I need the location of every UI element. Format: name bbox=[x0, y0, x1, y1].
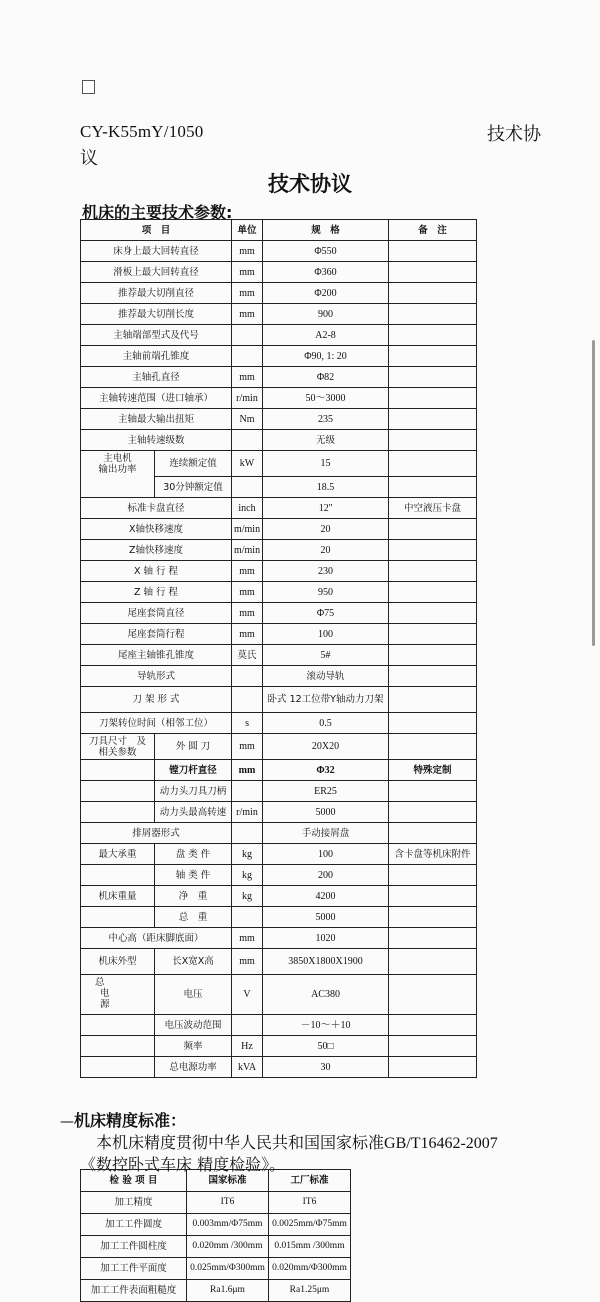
header-spec: 规 格 bbox=[263, 220, 389, 241]
table-row bbox=[81, 781, 477, 802]
table-row bbox=[81, 823, 477, 844]
row-note bbox=[389, 304, 477, 325]
row-item: X 轴 行 程 bbox=[81, 561, 232, 582]
row-unit: Nm bbox=[232, 409, 263, 430]
table-row bbox=[81, 451, 477, 477]
table-header-row bbox=[81, 1170, 351, 1192]
row-item: 滑板上最大回转直径 bbox=[81, 262, 232, 283]
row-unit: mm bbox=[232, 603, 263, 624]
row-national: Ra1.6μm bbox=[187, 1280, 269, 1302]
row-unit: V bbox=[232, 975, 263, 1015]
row-note bbox=[389, 519, 477, 540]
row-national: IT6 bbox=[187, 1192, 269, 1214]
table-row bbox=[81, 1036, 477, 1057]
section-title-text: 机床精度标准： bbox=[74, 1111, 187, 1130]
row-spec: 100 bbox=[263, 844, 389, 865]
group-label-line: 总 bbox=[95, 977, 105, 988]
empty-cell bbox=[81, 1015, 155, 1036]
group-label-line: 电 bbox=[100, 988, 110, 999]
empty-cell bbox=[81, 760, 155, 781]
row-unit: kg bbox=[232, 844, 263, 865]
row-note: 中空液压卡盘 bbox=[389, 498, 477, 519]
row-note bbox=[389, 430, 477, 451]
row-unit bbox=[232, 907, 263, 928]
row-spec: 20 bbox=[263, 540, 389, 561]
row-unit: mm bbox=[232, 561, 263, 582]
row-item: 外 圆 刀 bbox=[155, 734, 232, 760]
table-row bbox=[81, 1214, 351, 1236]
row-note bbox=[389, 540, 477, 561]
row-item: 导轨形式 bbox=[81, 666, 232, 687]
row-unit: mm bbox=[232, 304, 263, 325]
paragraph-text: 本机床精度贯彻中华人民共和国国家标准 bbox=[96, 1133, 385, 1152]
table-row bbox=[81, 1258, 351, 1280]
table-row bbox=[81, 949, 477, 975]
row-item: 尾座主轴锥孔锥度 bbox=[81, 645, 232, 666]
row-unit bbox=[232, 325, 263, 346]
row-unit: kW bbox=[232, 451, 263, 477]
empty-cell bbox=[81, 907, 155, 928]
row-note bbox=[389, 907, 477, 928]
row-note bbox=[389, 666, 477, 687]
header-title: 技术协 bbox=[487, 124, 541, 145]
row-item: Z轴快移速度 bbox=[81, 540, 232, 561]
precision-table bbox=[80, 1169, 351, 1302]
table-row bbox=[81, 367, 477, 388]
row-note bbox=[389, 561, 477, 582]
table-row bbox=[81, 262, 477, 283]
row-item: 动力头刀具刀柄 bbox=[155, 781, 232, 802]
row-item: 推荐最大切削长度 bbox=[81, 304, 232, 325]
table-row bbox=[81, 1236, 351, 1258]
row-spec: A2-8 bbox=[263, 325, 389, 346]
row-note bbox=[389, 802, 477, 823]
row-unit bbox=[232, 687, 263, 713]
table-row bbox=[81, 1192, 351, 1214]
row-item: X轴快移速度 bbox=[81, 519, 232, 540]
row-unit: mm bbox=[232, 734, 263, 760]
empty-cell bbox=[81, 865, 155, 886]
table-row bbox=[81, 844, 477, 865]
row-item: 主轴前端孔锥度 bbox=[81, 346, 232, 367]
row-item: 标准卡盘直径 bbox=[81, 498, 232, 519]
table-row bbox=[81, 388, 477, 409]
row-item: 加工工件圆柱度 bbox=[81, 1236, 187, 1258]
empty-cell bbox=[81, 802, 155, 823]
group-label-line: 主电机 bbox=[103, 453, 132, 464]
table-row bbox=[81, 624, 477, 645]
row-spec: 30 bbox=[263, 1057, 389, 1078]
row-unit: mm bbox=[232, 928, 263, 949]
row-note: 特殊定制 bbox=[389, 760, 477, 781]
row-note bbox=[389, 367, 477, 388]
group-label-load: 最大承重 bbox=[81, 844, 155, 865]
row-item: 主轴最大输出扭矩 bbox=[81, 409, 232, 430]
row-note bbox=[389, 283, 477, 304]
row-note bbox=[389, 603, 477, 624]
row-item: 刀架转位时间（相邻工位） bbox=[81, 713, 232, 734]
document-title: 技术协议 bbox=[268, 172, 352, 196]
group-label-line: 输出功率 bbox=[98, 464, 137, 475]
row-unit: mm bbox=[232, 949, 263, 975]
row-note bbox=[389, 886, 477, 907]
group-label-line: 源 bbox=[100, 999, 110, 1010]
row-unit: m/min bbox=[232, 540, 263, 561]
table-row bbox=[81, 519, 477, 540]
row-spec: Φ75 bbox=[263, 603, 389, 624]
precision-paragraph bbox=[96, 1130, 498, 1153]
row-unit: r/min bbox=[232, 388, 263, 409]
row-item: 加工精度 bbox=[81, 1192, 187, 1214]
row-unit: mm bbox=[232, 283, 263, 304]
row-spec: Φ32 bbox=[263, 760, 389, 781]
table-row bbox=[81, 582, 477, 603]
scrollbar[interactable] bbox=[592, 340, 595, 646]
row-item: 加工工件平面度 bbox=[81, 1258, 187, 1280]
row-note bbox=[389, 262, 477, 283]
table-row bbox=[81, 1280, 351, 1302]
table-row bbox=[81, 802, 477, 823]
table-row bbox=[81, 283, 477, 304]
row-spec: 手动接屑盘 bbox=[263, 823, 389, 844]
table-row bbox=[81, 325, 477, 346]
row-unit: kg bbox=[232, 865, 263, 886]
header-item: 检 验 项 目 bbox=[81, 1170, 187, 1192]
group-label-motor bbox=[81, 451, 155, 498]
row-item: Z 轴 行 程 bbox=[81, 582, 232, 603]
row-spec: Φ360 bbox=[263, 262, 389, 283]
row-spec: 20 bbox=[263, 519, 389, 540]
table-row bbox=[81, 760, 477, 781]
row-item: 总 重 bbox=[155, 907, 232, 928]
group-label-weight: 机床重量 bbox=[81, 886, 155, 907]
row-item: 排屑器形式 bbox=[81, 823, 232, 844]
row-unit: mm bbox=[232, 624, 263, 645]
row-note bbox=[389, 975, 477, 1015]
row-item: 总电源功率 bbox=[155, 1057, 232, 1078]
row-spec: ER25 bbox=[263, 781, 389, 802]
table-row bbox=[81, 430, 477, 451]
row-item: 盘 类 件 bbox=[155, 844, 232, 865]
row-item: 主轴孔直径 bbox=[81, 367, 232, 388]
row-item: 长X宽X高 bbox=[155, 949, 232, 975]
row-item: 加工工件圆度 bbox=[81, 1214, 187, 1236]
row-unit bbox=[232, 1015, 263, 1036]
standard-number: GB/T16462-2007 bbox=[384, 1135, 498, 1152]
row-note bbox=[389, 949, 477, 975]
row-national: 0.025mm/Φ300mm bbox=[187, 1258, 269, 1280]
table-header-row bbox=[81, 220, 477, 241]
row-note bbox=[389, 477, 477, 498]
table-row bbox=[81, 346, 477, 367]
row-unit: Hz bbox=[232, 1036, 263, 1057]
table-row bbox=[81, 561, 477, 582]
row-factory: Ra1.25μm bbox=[269, 1280, 351, 1302]
row-spec: 100 bbox=[263, 624, 389, 645]
row-note bbox=[389, 451, 477, 477]
row-note bbox=[389, 582, 477, 603]
row-unit: mm bbox=[232, 760, 263, 781]
table-row bbox=[81, 666, 477, 687]
empty-cell bbox=[81, 1057, 155, 1078]
row-note bbox=[389, 645, 477, 666]
section-dash: — bbox=[60, 1114, 74, 1130]
row-spec: AC380 bbox=[263, 975, 389, 1015]
row-unit: mm bbox=[232, 241, 263, 262]
table-row bbox=[81, 865, 477, 886]
row-note bbox=[389, 713, 477, 734]
row-spec: 235 bbox=[263, 409, 389, 430]
header-note: 备 注 bbox=[389, 220, 477, 241]
row-item: 推荐最大切削直径 bbox=[81, 283, 232, 304]
row-spec: 230 bbox=[263, 561, 389, 582]
precision-paragraph-2: 《数控卧式车床 精度检验》。 bbox=[80, 1155, 286, 1174]
row-spec: 滚动导轨 bbox=[263, 666, 389, 687]
row-note bbox=[389, 1015, 477, 1036]
row-note bbox=[389, 823, 477, 844]
group-label-power bbox=[81, 975, 155, 1015]
row-spec: 20X20 bbox=[263, 734, 389, 760]
row-item: 频率 bbox=[155, 1036, 232, 1057]
header-title-wrap: 议 bbox=[80, 148, 98, 169]
row-unit: mm bbox=[232, 582, 263, 603]
row-spec: 950 bbox=[263, 582, 389, 603]
table-row bbox=[81, 886, 477, 907]
table-row bbox=[81, 975, 477, 1015]
row-note bbox=[389, 928, 477, 949]
row-spec: Φ200 bbox=[263, 283, 389, 304]
row-item: 电压 bbox=[155, 975, 232, 1015]
row-unit bbox=[232, 781, 263, 802]
row-factory: 0.020mm/Φ300mm bbox=[269, 1258, 351, 1280]
row-spec: 5000 bbox=[263, 907, 389, 928]
row-unit: mm bbox=[232, 367, 263, 388]
section-title-precision bbox=[60, 1108, 186, 1131]
table-row bbox=[81, 241, 477, 262]
row-note bbox=[389, 687, 477, 713]
row-note: 含卡盘等机床附件 bbox=[389, 844, 477, 865]
table-row bbox=[81, 928, 477, 949]
row-national: 0.003mm/Φ75mm bbox=[187, 1214, 269, 1236]
row-spec: 1020 bbox=[263, 928, 389, 949]
row-item: 电压波动范围 bbox=[155, 1015, 232, 1036]
group-label-tool bbox=[81, 734, 155, 760]
header-unit: 单位 bbox=[232, 220, 263, 241]
row-note bbox=[389, 388, 477, 409]
row-unit: m/min bbox=[232, 519, 263, 540]
row-unit: 莫氏 bbox=[232, 645, 263, 666]
row-note bbox=[389, 624, 477, 645]
row-spec: 50～3000 bbox=[263, 388, 389, 409]
row-factory: 0.015mm /300mm bbox=[269, 1236, 351, 1258]
row-item: 尾座套筒行程 bbox=[81, 624, 232, 645]
row-spec: －10～＋10 bbox=[263, 1015, 389, 1036]
table-row bbox=[81, 687, 477, 713]
table-row bbox=[81, 498, 477, 519]
row-item: 床身上最大回转直径 bbox=[81, 241, 232, 262]
row-unit bbox=[232, 430, 263, 451]
row-unit: kg bbox=[232, 886, 263, 907]
row-note bbox=[389, 409, 477, 430]
row-national: 0.020mm /300mm bbox=[187, 1236, 269, 1258]
row-spec: 0.5 bbox=[263, 713, 389, 734]
row-note bbox=[389, 346, 477, 367]
row-factory: IT6 bbox=[269, 1192, 351, 1214]
header-national: 国家标准 bbox=[187, 1170, 269, 1192]
row-spec: 无级 bbox=[263, 430, 389, 451]
empty-cell bbox=[81, 781, 155, 802]
table-row bbox=[81, 1015, 477, 1036]
table-row bbox=[81, 603, 477, 624]
row-item: 轴 类 件 bbox=[155, 865, 232, 886]
row-item: 尾座套筒直径 bbox=[81, 603, 232, 624]
row-note bbox=[389, 781, 477, 802]
row-spec: 4200 bbox=[263, 886, 389, 907]
group-label-line: 相关参数 bbox=[98, 747, 137, 758]
row-item: 镗刀杆直径 bbox=[155, 760, 232, 781]
row-spec: 5# bbox=[263, 645, 389, 666]
row-item: 动力头最高转速 bbox=[155, 802, 232, 823]
row-unit bbox=[232, 823, 263, 844]
row-note bbox=[389, 1036, 477, 1057]
row-spec: 18.5 bbox=[263, 477, 389, 498]
row-item: 30分钟额定值 bbox=[155, 477, 232, 498]
row-spec: 3850X1800X1900 bbox=[263, 949, 389, 975]
row-item: 主轴转速级数 bbox=[81, 430, 232, 451]
row-unit: inch bbox=[232, 498, 263, 519]
row-note bbox=[389, 734, 477, 760]
row-spec: 200 bbox=[263, 865, 389, 886]
row-unit bbox=[232, 477, 263, 498]
row-factory: 0.0025mm/Φ75mm bbox=[269, 1214, 351, 1236]
row-item: 连续额定值 bbox=[155, 451, 232, 477]
table-row bbox=[81, 907, 477, 928]
row-item: 中心高（距床脚底面） bbox=[81, 928, 232, 949]
row-spec: 15 bbox=[263, 451, 389, 477]
section-title-parameters: 机床的主要技术参数: bbox=[82, 203, 233, 222]
row-spec: 5000 bbox=[263, 802, 389, 823]
row-unit bbox=[232, 666, 263, 687]
row-spec: Φ550 bbox=[263, 241, 389, 262]
row-spec: 12'' bbox=[263, 498, 389, 519]
row-unit: kVA bbox=[232, 1057, 263, 1078]
table-row bbox=[81, 409, 477, 430]
row-item: 主轴转速范围（进口轴承） bbox=[81, 388, 232, 409]
row-unit: s bbox=[232, 713, 263, 734]
row-spec: 900 bbox=[263, 304, 389, 325]
row-item: 刀 架 形 式 bbox=[81, 687, 232, 713]
group-label-line: 刀具尺寸 及 bbox=[88, 736, 146, 747]
table-row bbox=[81, 540, 477, 561]
row-spec: 50□ bbox=[263, 1036, 389, 1057]
empty-cell bbox=[81, 1036, 155, 1057]
row-note bbox=[389, 865, 477, 886]
row-note bbox=[389, 325, 477, 346]
table-row bbox=[81, 304, 477, 325]
row-note bbox=[389, 1057, 477, 1078]
header-factory: 工厂标准 bbox=[269, 1170, 351, 1192]
model-number: CY-K55mY/1050 bbox=[80, 122, 204, 141]
row-item: 主轴端部型式及代号 bbox=[81, 325, 232, 346]
group-label-dimensions: 机床外型 bbox=[81, 949, 155, 975]
row-unit bbox=[232, 346, 263, 367]
table-row bbox=[81, 734, 477, 760]
row-item: 净 重 bbox=[155, 886, 232, 907]
row-spec: Φ82 bbox=[263, 367, 389, 388]
parameters-table bbox=[80, 219, 477, 1078]
table-row bbox=[81, 645, 477, 666]
table-row bbox=[81, 1057, 477, 1078]
row-unit: r/min bbox=[232, 802, 263, 823]
row-item: 加工工件表面粗糙度 bbox=[81, 1280, 187, 1302]
header-item: 项 目 bbox=[81, 220, 232, 241]
row-spec: 卧式 12工位带Y轴动力刀架 bbox=[263, 687, 389, 713]
table-row bbox=[81, 713, 477, 734]
row-unit: mm bbox=[232, 262, 263, 283]
row-spec: Φ90, 1: 20 bbox=[263, 346, 389, 367]
row-note bbox=[389, 241, 477, 262]
checkbox-icon[interactable] bbox=[82, 80, 95, 94]
